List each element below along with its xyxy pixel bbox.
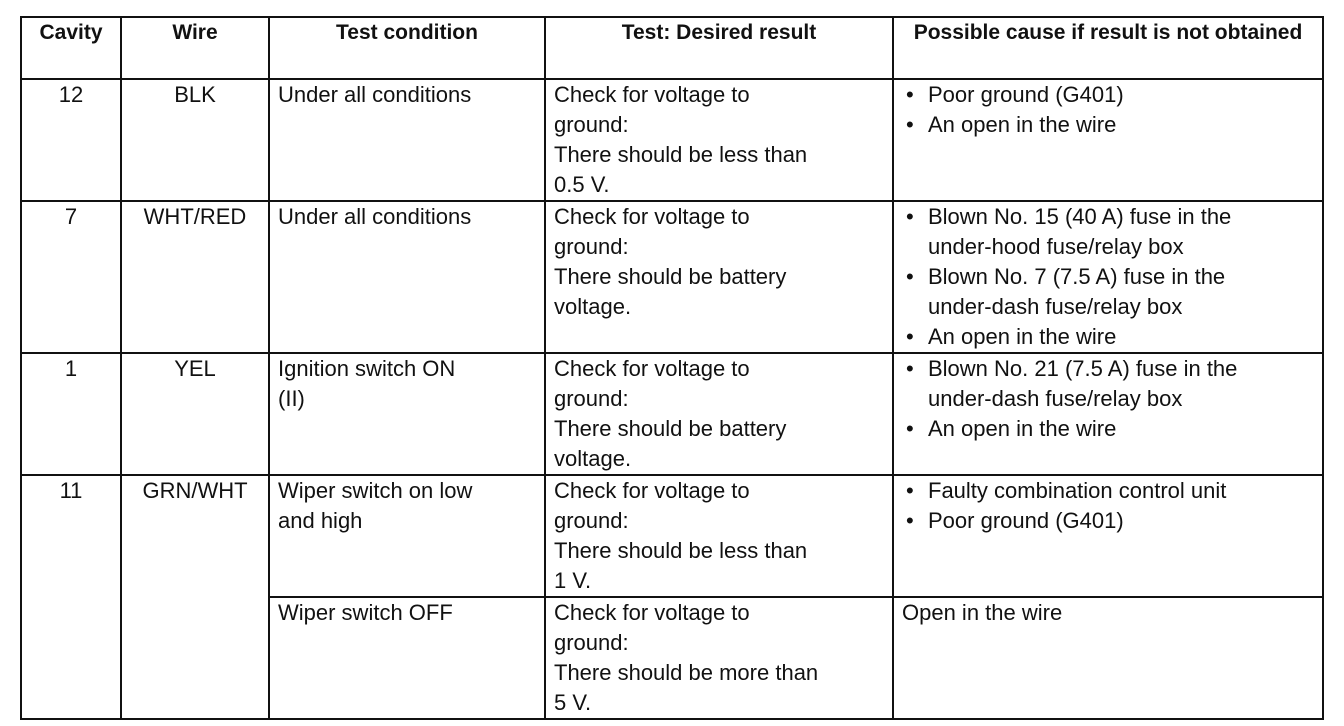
bullet-icon: • <box>906 356 914 381</box>
result-line: voltage. <box>554 294 632 319</box>
cavity-cell: 12 <box>21 79 121 201</box>
cavity-cell: 11 <box>21 475 121 719</box>
condition-line: Under all conditions <box>278 82 472 107</box>
result-line: Check for voltage to <box>554 82 750 107</box>
cause-list <box>902 354 1314 444</box>
cause-cell <box>893 475 1323 597</box>
cause-text: under-dash fuse/relay box <box>928 386 1183 411</box>
bullet-icon: • <box>906 324 914 349</box>
header-test-condition: Test condition <box>269 17 545 79</box>
result-line: ground: <box>554 234 629 259</box>
table-row <box>21 353 1323 475</box>
bullet-icon: • <box>906 204 914 229</box>
bullet-icon: • <box>906 264 914 289</box>
cause-list <box>902 80 1314 140</box>
header-desired-result: Test: Desired result <box>545 17 893 79</box>
condition-cell <box>269 475 545 597</box>
result-line: Check for voltage to <box>554 204 750 229</box>
bullet-icon: • <box>906 416 914 441</box>
result-line: ground: <box>554 630 629 655</box>
condition-line: Wiper switch on low <box>278 478 473 503</box>
cause-text: under-hood fuse/relay box <box>928 234 1184 259</box>
cause-list <box>902 202 1314 352</box>
cause-text: Blown No. 21 (7.5 A) fuse in the <box>928 356 1238 381</box>
result-line: There should be more than <box>554 660 819 685</box>
cause-item <box>902 354 1314 414</box>
header-wire: Wire <box>121 17 269 79</box>
wire-cell: GRN/WHT <box>121 475 269 719</box>
diagnostic-table <box>20 16 1324 720</box>
result-line: Check for voltage to <box>554 600 750 625</box>
bullet-icon: • <box>906 508 914 533</box>
result-cell <box>545 597 893 719</box>
cause-text: Faulty combination control unit <box>928 478 1227 503</box>
cavity-cell: 1 <box>21 353 121 475</box>
result-line: There should be battery <box>554 416 787 441</box>
cause-text: Blown No. 15 (40 A) fuse in the <box>928 204 1232 229</box>
condition-line: (II) <box>278 386 305 411</box>
condition-cell <box>269 353 545 475</box>
bullet-icon: • <box>906 478 914 503</box>
cause-list <box>902 476 1314 536</box>
condition-line: and high <box>278 508 363 533</box>
cause-item <box>902 414 1314 444</box>
cause-text: Open in the wire <box>902 600 1063 625</box>
cause-text: An open in the wire <box>928 416 1117 441</box>
condition-line: Wiper switch OFF <box>278 600 453 625</box>
bullet-icon: • <box>906 112 914 137</box>
cavity-cell: 7 <box>21 201 121 353</box>
result-line: Check for voltage to <box>554 478 750 503</box>
bullet-icon: • <box>906 82 914 107</box>
cause-cell <box>893 597 1323 719</box>
header-row <box>21 17 1323 79</box>
cause-item <box>902 202 1314 262</box>
cause-text: under-dash fuse/relay box <box>928 294 1183 319</box>
cause-cell <box>893 353 1323 475</box>
cause-text: An open in the wire <box>928 112 1117 137</box>
cause-cell <box>893 201 1323 353</box>
result-line: Check for voltage to <box>554 356 750 381</box>
result-cell <box>545 201 893 353</box>
cause-item <box>902 262 1314 322</box>
result-cell <box>545 353 893 475</box>
result-line: ground: <box>554 112 629 137</box>
result-line: ground: <box>554 508 629 533</box>
table-row <box>21 201 1323 353</box>
cause-item <box>902 110 1314 140</box>
result-line: 5 V. <box>554 690 592 715</box>
result-line: voltage. <box>554 446 632 471</box>
cause-item <box>902 80 1314 110</box>
condition-cell <box>269 597 545 719</box>
result-cell <box>545 475 893 597</box>
cause-text: Blown No. 7 (7.5 A) fuse in the <box>928 264 1226 289</box>
header-possible-cause: Possible cause if result is not obtained <box>893 17 1323 79</box>
header-cavity: Cavity <box>21 17 121 79</box>
table-row <box>21 475 1323 597</box>
result-line: 1 V. <box>554 568 592 593</box>
result-line: There should be battery <box>554 264 787 289</box>
cause-text: Poor ground (G401) <box>928 508 1124 533</box>
cause-text: Poor ground (G401) <box>928 82 1124 107</box>
cause-item <box>902 476 1314 506</box>
result-cell <box>545 79 893 201</box>
cause-item <box>902 322 1314 352</box>
cause-item <box>902 506 1314 536</box>
condition-cell <box>269 79 545 201</box>
wire-cell: BLK <box>121 79 269 201</box>
cause-cell <box>893 79 1323 201</box>
result-line: 0.5 V. <box>554 172 610 197</box>
cause-text: An open in the wire <box>928 324 1117 349</box>
condition-cell <box>269 201 545 353</box>
result-line: There should be less than <box>554 142 808 167</box>
wire-cell: YEL <box>121 353 269 475</box>
condition-line: Ignition switch ON <box>278 356 456 381</box>
result-line: ground: <box>554 386 629 411</box>
wire-cell: WHT/RED <box>121 201 269 353</box>
result-line: There should be less than <box>554 538 808 563</box>
condition-line: Under all conditions <box>278 204 472 229</box>
table-row <box>21 79 1323 201</box>
